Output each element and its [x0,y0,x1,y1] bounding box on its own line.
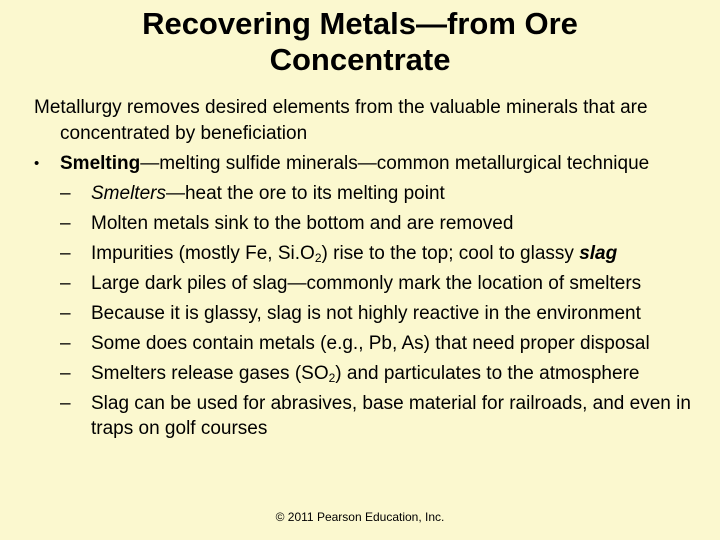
sub-item-text: Some does contain metals (e.g., Pb, As) that need proper disposal [91,333,650,354]
dash-marker: – [60,333,71,354]
sub-item-text: Slag can be used for abrasives, base material for railroads, and even in traps on golf courses [91,393,691,439]
sub-item-emphasis: slag [579,243,618,264]
dash-marker: – [60,183,71,204]
title-line-2: Concentrate [269,42,451,77]
dash-marker: – [60,303,71,324]
title-line-1: Recovering Metals—from Ore [142,6,578,41]
sub-item-glassy [60,301,709,326]
dash-marker: – [60,243,71,264]
sub-item-text: Molten metals sink to the bottom and are removed [91,213,514,234]
sub-item-slag-uses [60,391,709,441]
dash-marker: – [60,273,71,294]
slide-title [60,6,660,78]
bullet-text: —melting sulfide minerals—common metallurgical technique [140,153,650,174]
sub-item-text: —heat the ore to its melting point [165,183,445,204]
sub-item-metals-disposal [60,331,709,356]
sub-item-text-cont: ) and particulates to the atmosphere [335,363,640,384]
copyright-footer: © 2011 Pearson Education, Inc. [275,510,445,524]
dash-marker: – [60,363,71,384]
sub-item-impurities [60,241,709,266]
dash-marker: – [60,213,71,234]
sub-item-text: Smelters release gases (SO [91,363,329,384]
subscript: 2 [328,371,336,385]
sub-item-text: Because it is glassy, slag is not highly reactive in the environment [91,303,641,324]
sub-item-slag-piles [60,271,709,296]
dash-marker: – [60,393,71,414]
sub-bullet-list [34,181,709,441]
sub-item-gases [60,361,709,386]
subscript: 2 [314,251,322,265]
sub-item-text: Large dark piles of slag—commonly mark the location of smelters [91,273,642,294]
bullet-term: Smelting [60,153,141,174]
slide-body [34,95,709,441]
bullet-marker: • [34,155,40,172]
sub-item-text-cont: ) rise to the top; cool to glassy [321,243,580,264]
sub-item-term: Smelters [91,183,166,204]
intro-paragraph: Metallurgy removes desired elements from the valuable minerals that are concentrated by beneficiation [34,97,648,144]
sub-item-smelters [60,181,709,206]
bullet-smelting [34,151,709,177]
sub-item-molten-metals [60,211,709,236]
sub-item-text: Impurities (mostly Fe, Si.O [91,243,315,264]
